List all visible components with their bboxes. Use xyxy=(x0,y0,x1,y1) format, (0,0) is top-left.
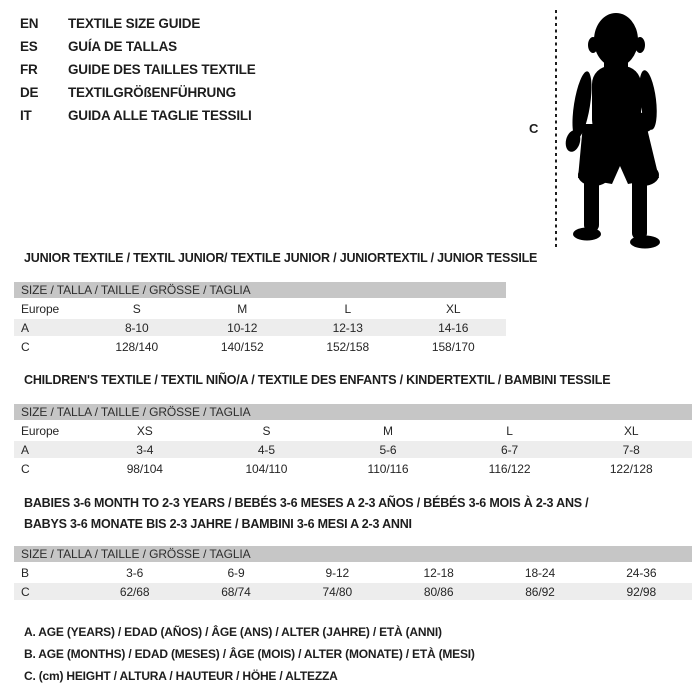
row-label-cell: C xyxy=(14,459,84,478)
table-row xyxy=(14,318,506,337)
size-value-cell: S xyxy=(84,300,190,318)
size-value-cell: 6-7 xyxy=(449,440,571,459)
section-heading-line: BABIES 3-6 MONTH TO 2-3 YEARS / BEBÉS 3-6 MESES A 2-3 AÑOS / BÉBÉS 3-6 MOIS À 2-3 ANS / xyxy=(24,496,589,510)
height-dotted-line xyxy=(555,10,557,248)
size-value-cell: 3-4 xyxy=(84,440,206,459)
size-value-cell: 8-10 xyxy=(84,318,190,337)
size-value-cell: 10-12 xyxy=(190,318,296,337)
language-label: TEXTILGRÖßENFÜHRUNG xyxy=(68,85,236,100)
row-label-cell: C xyxy=(14,582,84,601)
size-value-cell: 14-16 xyxy=(401,318,507,337)
size-value-cell: 9-12 xyxy=(287,564,388,582)
row-label-cell: Europe xyxy=(14,300,84,318)
size-value-cell: XL xyxy=(401,300,507,318)
size-value-cell: 140/152 xyxy=(190,337,296,356)
table-row xyxy=(14,300,506,318)
size-value-cell: 5-6 xyxy=(327,440,449,459)
table-row xyxy=(14,440,692,459)
language-label: GUIDE DES TAILLES TEXTILE xyxy=(68,62,256,77)
size-value-cell: 62/68 xyxy=(84,582,185,601)
language-row xyxy=(20,104,256,127)
section-heading-babies xyxy=(24,493,588,535)
size-value-cell: 116/122 xyxy=(449,459,571,478)
size-value-cell: 80/86 xyxy=(388,582,489,601)
language-list xyxy=(20,12,256,127)
section-heading-children: CHILDREN'S TEXTILE / TEXTIL NIÑO/A / TEXTILE DES ENFANTS / KINDERTEXTIL / BAMBINI TESSILE xyxy=(24,373,611,387)
row-label-cell: A xyxy=(14,440,84,459)
language-row xyxy=(20,81,256,104)
note-line: C. (cm) HEIGHT / ALTURA / HAUTEUR / HÖHE / ALTEZZA xyxy=(24,669,338,683)
language-code: DE xyxy=(20,85,39,100)
language-row xyxy=(20,58,256,81)
size-table xyxy=(14,300,506,357)
size-value-cell: 74/80 xyxy=(287,582,388,601)
size-table xyxy=(14,564,692,602)
size-value-cell: M xyxy=(327,422,449,440)
size-value-cell: 128/140 xyxy=(84,337,190,356)
size-value-cell: XS xyxy=(84,422,206,440)
size-value-cell: 98/104 xyxy=(84,459,206,478)
language-code: EN xyxy=(20,16,39,31)
language-row xyxy=(20,12,256,35)
size-value-cell: 92/98 xyxy=(591,582,692,601)
language-code: FR xyxy=(20,62,38,77)
size-header-bar: SIZE / TALLA / TAILLE / GRÖSSE / TAGLIA xyxy=(14,404,692,420)
size-value-cell: 104/110 xyxy=(206,459,328,478)
language-label: TEXTILE SIZE GUIDE xyxy=(68,16,201,31)
table-row xyxy=(14,459,692,478)
table-row xyxy=(14,564,692,582)
baby-silhouette-icon xyxy=(560,8,668,250)
language-code: ES xyxy=(20,39,38,54)
size-value-cell: M xyxy=(190,300,296,318)
size-value-cell: 12-13 xyxy=(295,318,401,337)
size-value-cell: 68/74 xyxy=(185,582,286,601)
size-value-cell: 6-9 xyxy=(185,564,286,582)
row-label-cell: A xyxy=(14,318,84,337)
size-value-cell: L xyxy=(449,422,571,440)
note-line: A. AGE (YEARS) / EDAD (AÑOS) / ÂGE (ANS) / ALTER (JAHRE) / ETÀ (ANNI) xyxy=(24,625,442,639)
row-label-cell: B xyxy=(14,564,84,582)
language-label: GUÍA DE TALLAS xyxy=(68,39,177,54)
table-row xyxy=(14,582,692,601)
section-heading-junior: JUNIOR TEXTILE / TEXTIL JUNIOR/ TEXTILE JUNIOR / JUNIORTEXTIL / JUNIOR TESSILE xyxy=(24,251,538,265)
size-table xyxy=(14,422,692,479)
size-value-cell: L xyxy=(295,300,401,318)
size-value-cell: 24-36 xyxy=(591,564,692,582)
size-value-cell: XL xyxy=(570,422,692,440)
size-value-cell: 7-8 xyxy=(570,440,692,459)
size-value-cell: S xyxy=(206,422,328,440)
size-value-cell: 122/128 xyxy=(570,459,692,478)
size-header-bar: SIZE / TALLA / TAILLE / GRÖSSE / TAGLIA xyxy=(14,546,692,562)
legend-notes xyxy=(24,621,475,687)
note-line: B. AGE (MONTHS) / EDAD (MESES) / ÂGE (MOIS) / ALTER (MONATE) / ETÀ (MESI) xyxy=(24,647,475,661)
size-value-cell: 18-24 xyxy=(489,564,590,582)
size-value-cell: 3-6 xyxy=(84,564,185,582)
size-value-cell: 158/170 xyxy=(401,337,507,356)
row-label-cell: Europe xyxy=(14,422,84,440)
size-value-cell: 110/116 xyxy=(327,459,449,478)
table-row xyxy=(14,422,692,440)
size-value-cell: 152/158 xyxy=(295,337,401,356)
babies-size-table xyxy=(14,546,692,602)
size-header-bar: SIZE / TALLA / TAILLE / GRÖSSE / TAGLIA xyxy=(14,282,506,298)
language-row xyxy=(20,35,256,58)
junior-size-table xyxy=(14,282,506,357)
children-size-table xyxy=(14,404,692,479)
height-label: C xyxy=(529,121,539,136)
row-label-cell: C xyxy=(14,337,84,356)
section-heading-line: BABYS 3-6 MONATE BIS 2-3 JAHRE / BAMBINI 3-6 MESI A 2-3 ANNI xyxy=(24,517,412,531)
size-value-cell: 12-18 xyxy=(388,564,489,582)
language-label: GUIDA ALLE TAGLIE TESSILI xyxy=(68,108,252,123)
size-value-cell: 86/92 xyxy=(489,582,590,601)
size-value-cell: 4-5 xyxy=(206,440,328,459)
table-row xyxy=(14,337,506,356)
language-code: IT xyxy=(20,108,32,123)
